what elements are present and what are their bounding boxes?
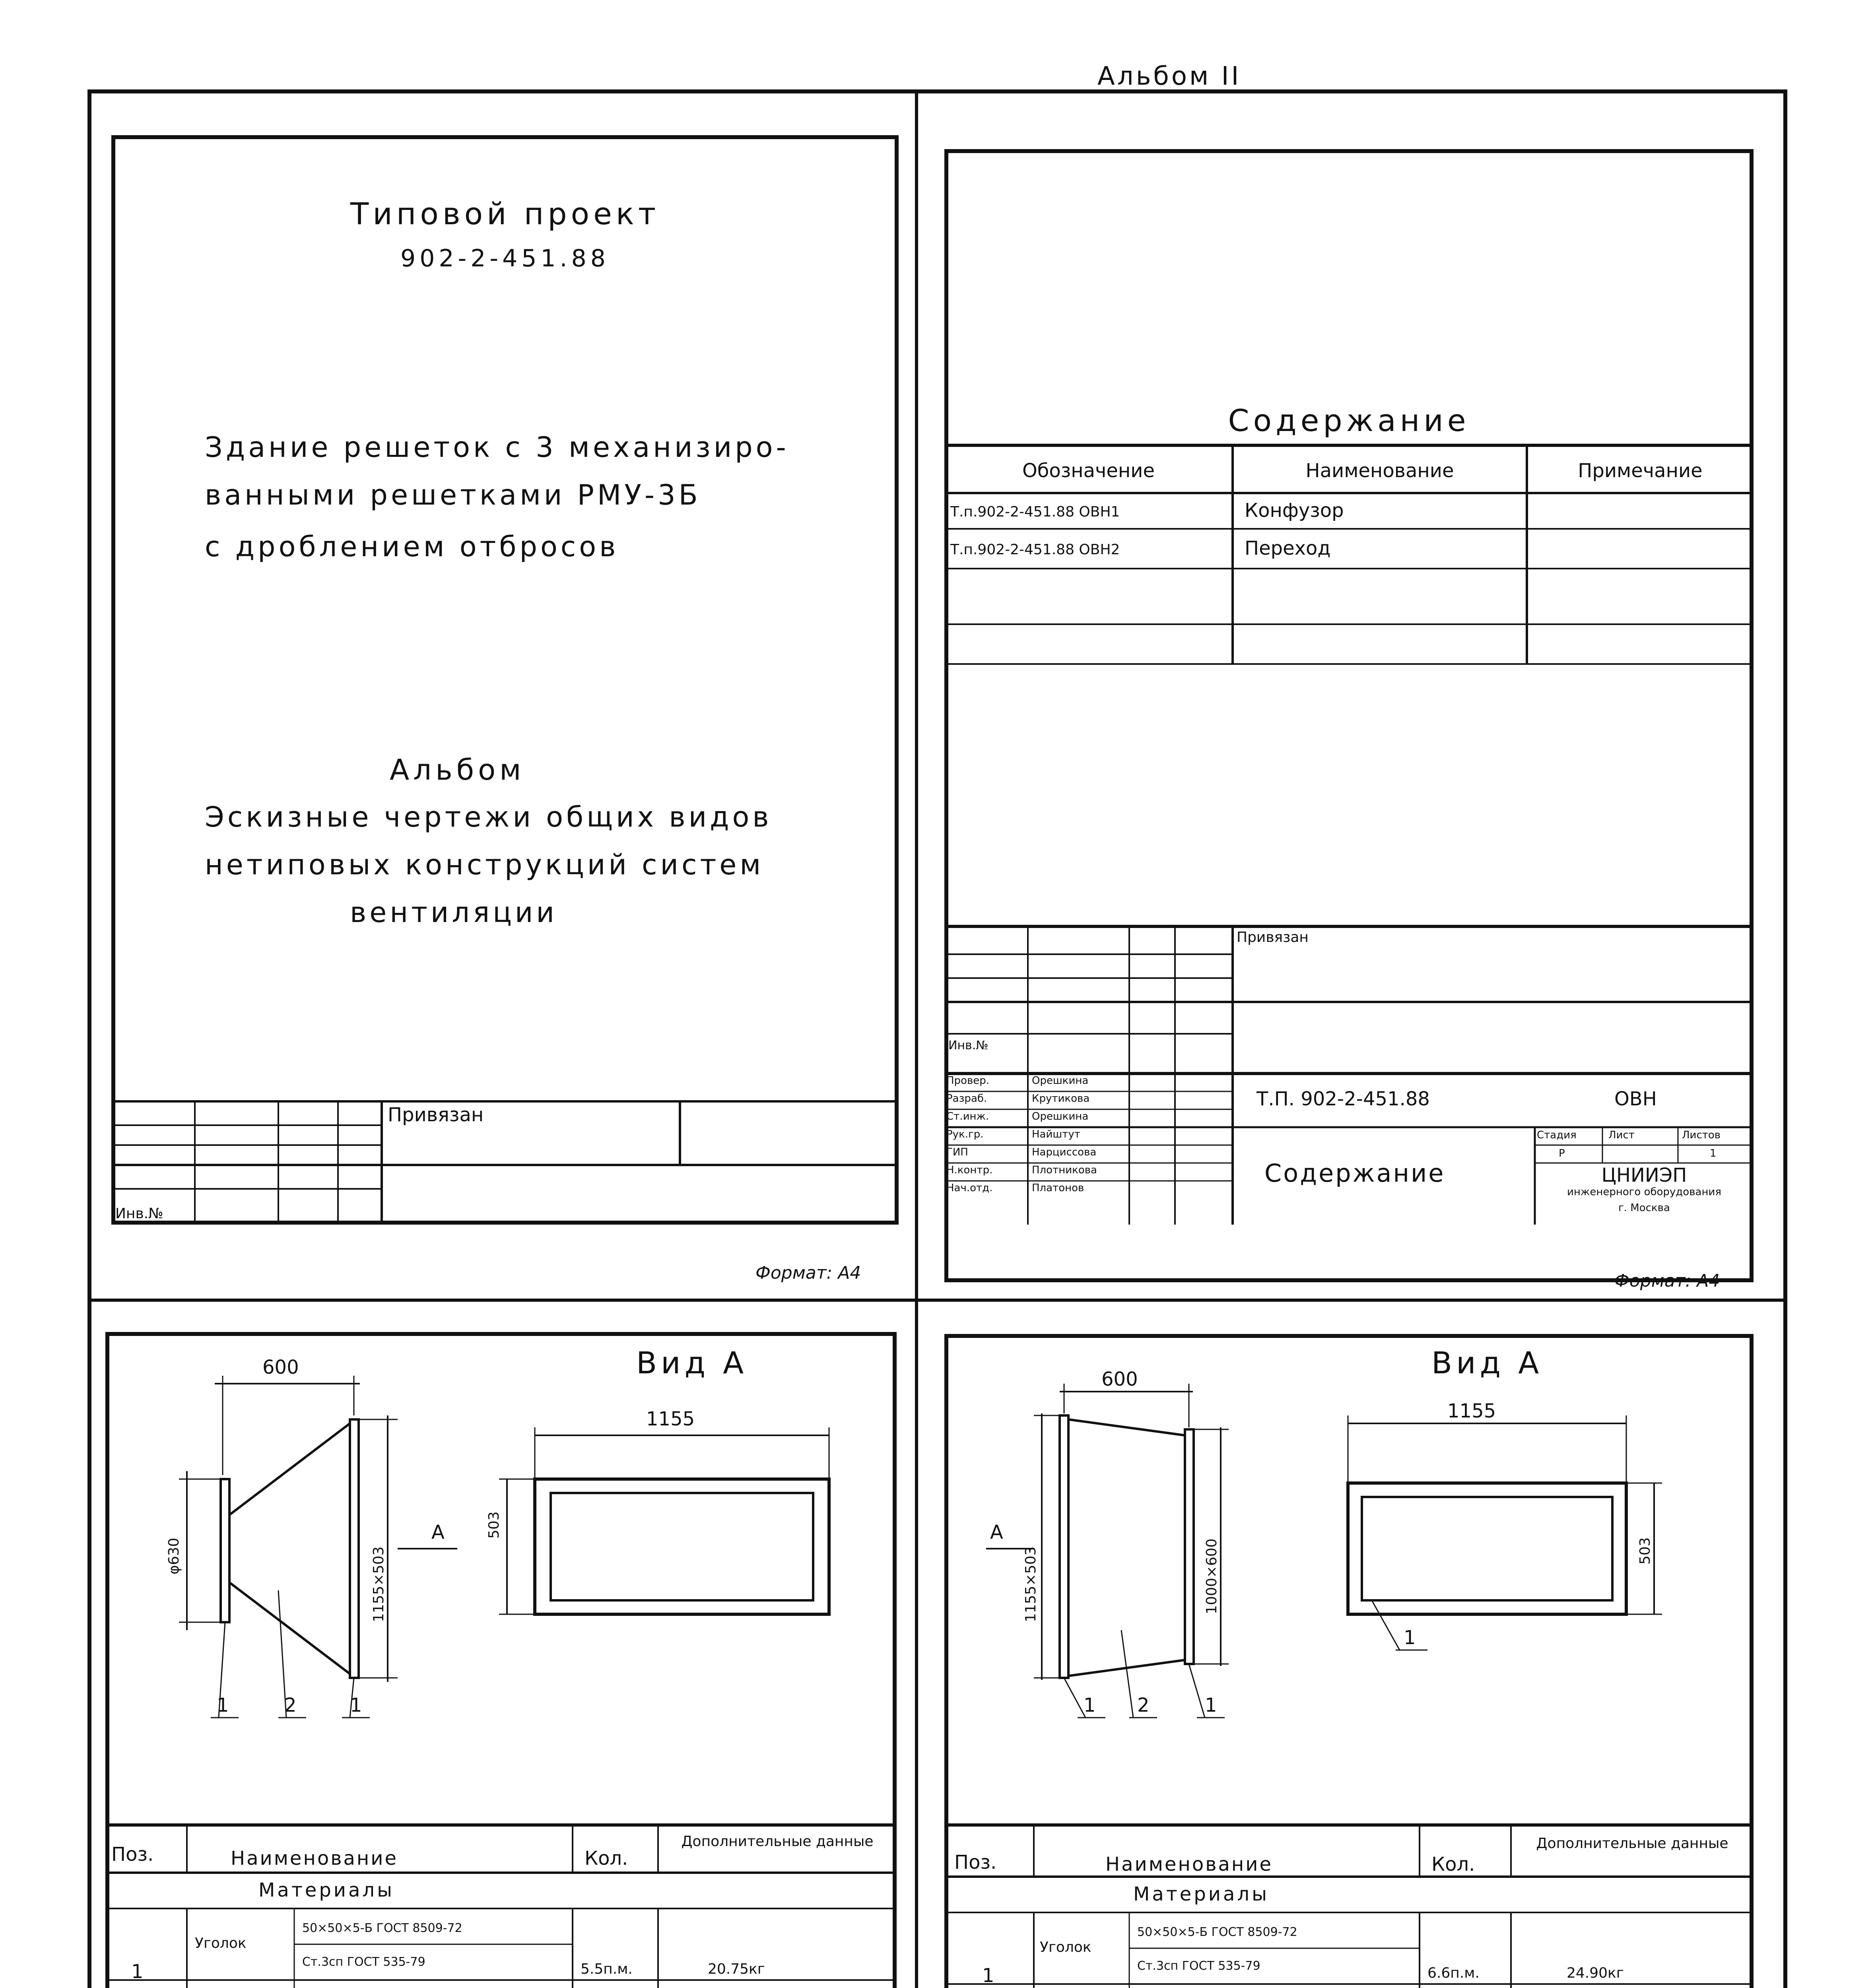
transition-dim-503: 503 bbox=[1637, 1537, 1653, 1565]
contents-col-name: Наименование bbox=[1305, 460, 1454, 482]
contents-stage: Р bbox=[1559, 1147, 1565, 1159]
confusor-r1-item: Уголок bbox=[195, 1935, 247, 1951]
sig-role: Провер. bbox=[946, 1075, 990, 1087]
transition-r1-spec2: Ст.3сп ГОСТ 535-79 bbox=[1137, 1959, 1260, 1973]
confusor-dim-1155: 1155 bbox=[646, 1408, 695, 1430]
transition-r1-item: Уголок bbox=[1040, 1939, 1091, 1955]
confusor-view-label: Вид А bbox=[636, 1345, 748, 1380]
contents-heading: Содержание bbox=[1228, 403, 1470, 438]
confusor-th-pos: Поз. bbox=[111, 1843, 154, 1866]
transition-r1-spec1: 50×50×5-Б ГОСТ 8509-72 bbox=[1137, 1925, 1297, 1939]
contents-col-code: Обозначение bbox=[1022, 460, 1155, 482]
transition-dim-600: 600 bbox=[1101, 1368, 1138, 1390]
sig-role: Н.контр. bbox=[946, 1164, 993, 1176]
contents-sheet-title: Содержание bbox=[1264, 1159, 1445, 1188]
transition-arrow-a: А bbox=[990, 1521, 1003, 1543]
sig-role: Разраб. bbox=[946, 1093, 987, 1105]
confusor-dim-600: 600 bbox=[262, 1356, 299, 1378]
contents-row2-code: Т.п.902-2-451.88 ОВН2 bbox=[950, 542, 1120, 558]
sig-name: Орешкина bbox=[1032, 1075, 1089, 1087]
confusor-pos1: 1 bbox=[217, 1694, 229, 1716]
contents-org1: ЦНИИЭП bbox=[1601, 1164, 1687, 1186]
transition-th-name: Наименование bbox=[1105, 1853, 1273, 1875]
contents-sheet-label: Лист bbox=[1608, 1129, 1635, 1141]
sig-name: Крутикова bbox=[1032, 1093, 1090, 1105]
contents-org3: г. Москва bbox=[1618, 1202, 1670, 1214]
contents-sheets: 1 bbox=[1710, 1147, 1717, 1159]
confusor-r1-pos: 1 bbox=[131, 1961, 144, 1983]
confusor-pos1b: 1 bbox=[350, 1694, 362, 1716]
transition-pos1b: 1 bbox=[1205, 1694, 1217, 1716]
sig-name: Орешкина bbox=[1032, 1110, 1089, 1122]
confusor-th-extra: Дополнительные данные bbox=[681, 1833, 874, 1850]
sig-name: Нарциссова bbox=[1032, 1146, 1097, 1158]
confusor-materials: Материалы bbox=[258, 1879, 394, 1901]
building-title-line3: с дроблением отбросов bbox=[205, 530, 619, 563]
contents-row1-name: Конфузор bbox=[1245, 499, 1344, 522]
contents-col-note: Примечание bbox=[1578, 460, 1703, 482]
contents-doc-code: Т.П. 902-2-451.88 bbox=[1256, 1088, 1430, 1110]
transition-dim-1155: 1155 bbox=[1447, 1400, 1496, 1422]
contents-inv: Инв.№ bbox=[948, 1039, 988, 1052]
album-desc-line3: вентиляции bbox=[350, 896, 557, 929]
transition-pos1c: 1 bbox=[1404, 1627, 1416, 1649]
contents-row2-name: Переход bbox=[1245, 537, 1331, 559]
confusor-pos2: 2 bbox=[284, 1694, 297, 1716]
sig-role: ГИП bbox=[946, 1146, 968, 1158]
transition-dim-right: 1000×600 bbox=[1204, 1538, 1220, 1614]
transition-th-pos: Поз. bbox=[954, 1851, 997, 1873]
album-header: Альбом II bbox=[1097, 62, 1241, 91]
sig-name: Платонов bbox=[1032, 1182, 1084, 1194]
cover-format: Формат: А4 bbox=[755, 1263, 861, 1283]
confusor-arrow-a: А bbox=[431, 1521, 445, 1543]
album-title: Альбом bbox=[390, 753, 525, 786]
contents-stage-label: Стадия bbox=[1537, 1129, 1577, 1141]
album-desc-line1: Эскизные чертежи общих видов bbox=[205, 801, 772, 833]
transition-th-qty: Кол. bbox=[1431, 1853, 1475, 1875]
project-line1: Типовой проект bbox=[350, 196, 660, 231]
building-title-line2: ванными решетками РМУ-3Б bbox=[205, 479, 701, 511]
project-number: 902-2-451.88 bbox=[400, 245, 610, 272]
sig-name: Плотникова bbox=[1032, 1164, 1097, 1176]
contents-mark: ОВН bbox=[1614, 1088, 1657, 1110]
album-desc-line2: нетиповых конструкций систем bbox=[205, 848, 764, 881]
confusor-r1-spec2: Ст.3сп ГОСТ 535-79 bbox=[302, 1955, 425, 1969]
sig-role: Рук.гр. bbox=[946, 1128, 984, 1140]
contents-privyazan: Привязан bbox=[1237, 929, 1309, 945]
transition-materials: Материалы bbox=[1133, 1883, 1269, 1905]
confusor-dim-503: 503 bbox=[486, 1511, 502, 1539]
transition-th-extra: Дополнительные данные bbox=[1536, 1835, 1728, 1852]
contents-sheets-label: Листов bbox=[1682, 1129, 1721, 1141]
transition-r1-pos: 1 bbox=[982, 1965, 994, 1987]
transition-view-label: Вид А bbox=[1431, 1345, 1543, 1380]
transition-r1-extra: 24.90кг bbox=[1567, 1965, 1624, 1981]
confusor-r1-spec1: 50×50×5-Б ГОСТ 8509-72 bbox=[302, 1921, 462, 1935]
transition-pos1: 1 bbox=[1084, 1694, 1096, 1716]
cover-privyazan: Привязан bbox=[388, 1104, 484, 1126]
sig-role: Ст.инж. bbox=[946, 1110, 989, 1122]
confusor-r1-qty: 5.5п.м. bbox=[581, 1961, 633, 1977]
contents-format: Формат: А4 bbox=[1614, 1271, 1720, 1291]
transition-r1-qty: 6.6п.м. bbox=[1427, 1965, 1480, 1981]
sig-role: Нач.отд. bbox=[946, 1182, 993, 1194]
confusor-th-qty: Кол. bbox=[585, 1847, 628, 1870]
transition-dim-left: 1155×503 bbox=[1023, 1546, 1039, 1622]
confusor-th-name: Наименование bbox=[231, 1847, 398, 1870]
confusor-dim-phi: φ630 bbox=[166, 1538, 182, 1574]
confusor-r1-extra: 20.75кг bbox=[708, 1961, 765, 1977]
cover-inv: Инв.№ bbox=[115, 1206, 163, 1222]
building-title-line1: Здание решеток с 3 механизиро- bbox=[205, 431, 789, 464]
confusor-dim-vert: 1155×503 bbox=[371, 1546, 387, 1622]
transition-pos2: 2 bbox=[1137, 1694, 1150, 1716]
sig-name: Найштут bbox=[1032, 1128, 1080, 1140]
contents-row1-code: Т.п.902-2-451.88 ОВН1 bbox=[950, 504, 1120, 520]
contents-org2: инженерного оборудования bbox=[1567, 1186, 1721, 1198]
